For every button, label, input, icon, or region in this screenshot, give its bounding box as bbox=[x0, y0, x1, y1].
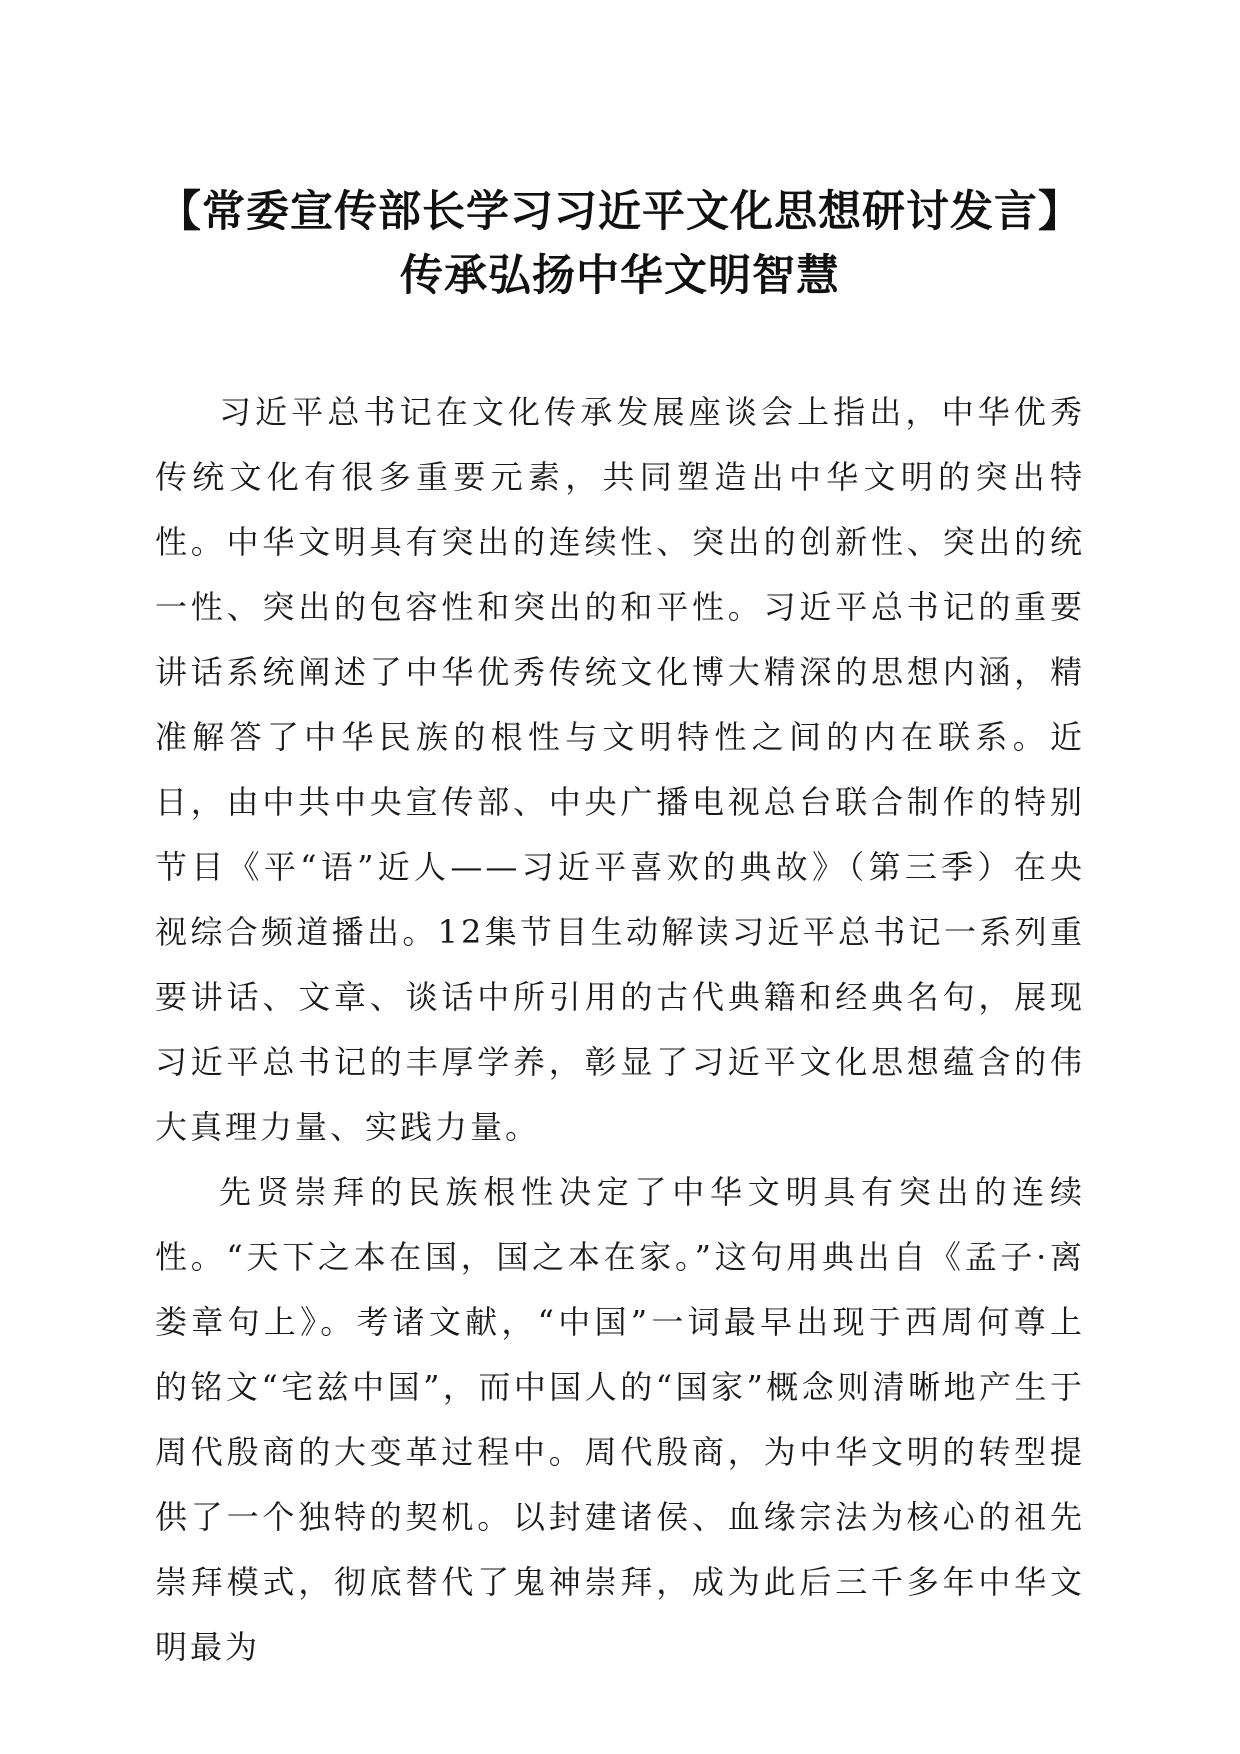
paragraph-1: 习近平总书记在文化传承发展座谈会上指出，中华优秀传统文化有很多重要元素，共同塑造出中华文明的突出特性。中华文明具有突出的连续性、突出的创新性、突出的统一性、突出的包容性和突出的和平性。习近平总书记的重要讲话系统阐述了中华优秀传统文化博大精深的思想内涵，精准解答了中华民族的根性与文明特性之间的内在联系。近日，由中共中央宣传部、中央广播电视总台联合制作的特别节目《平“语”近人——习近平喜欢的典故》（第三季）在央视综合频道播出。12集节目生动解读习近平总书记一系列重要讲话、文章、谈话中所引用的古代典籍和经典名句，展现习近平总书记的丰厚学养，彰显了习近平文化思想蕴含的伟大真理力量、实践力量。 bbox=[155, 393, 1085, 1146]
document-title: 【常委宣传部长学习习近平文化思想研讨发言】传承弘扬中华文明智慧 bbox=[158, 187, 1082, 301]
paragraph-2: 先贤崇拜的民族根性决定了中华文明具有突出的连续性。“天下之本在国，国之本在家。”这句用典出自《孟子·离娄章句上》。考诸文献，“中国”一词最早出现于西周何尊上的铭文“宅兹中国”，而中国人的“国家”概念则清晰地产生于周代殷商的大变革过程中。周代殷商，为中华文明的转型提供了一个独特的契机。以封建诸侯、血缘宗法为核心的祖先崇拜模式，彻底替代了鬼神崇拜，成为此后三千多年中华文明最为 bbox=[155, 1173, 1085, 1666]
document-body bbox=[155, 380, 1085, 1680]
